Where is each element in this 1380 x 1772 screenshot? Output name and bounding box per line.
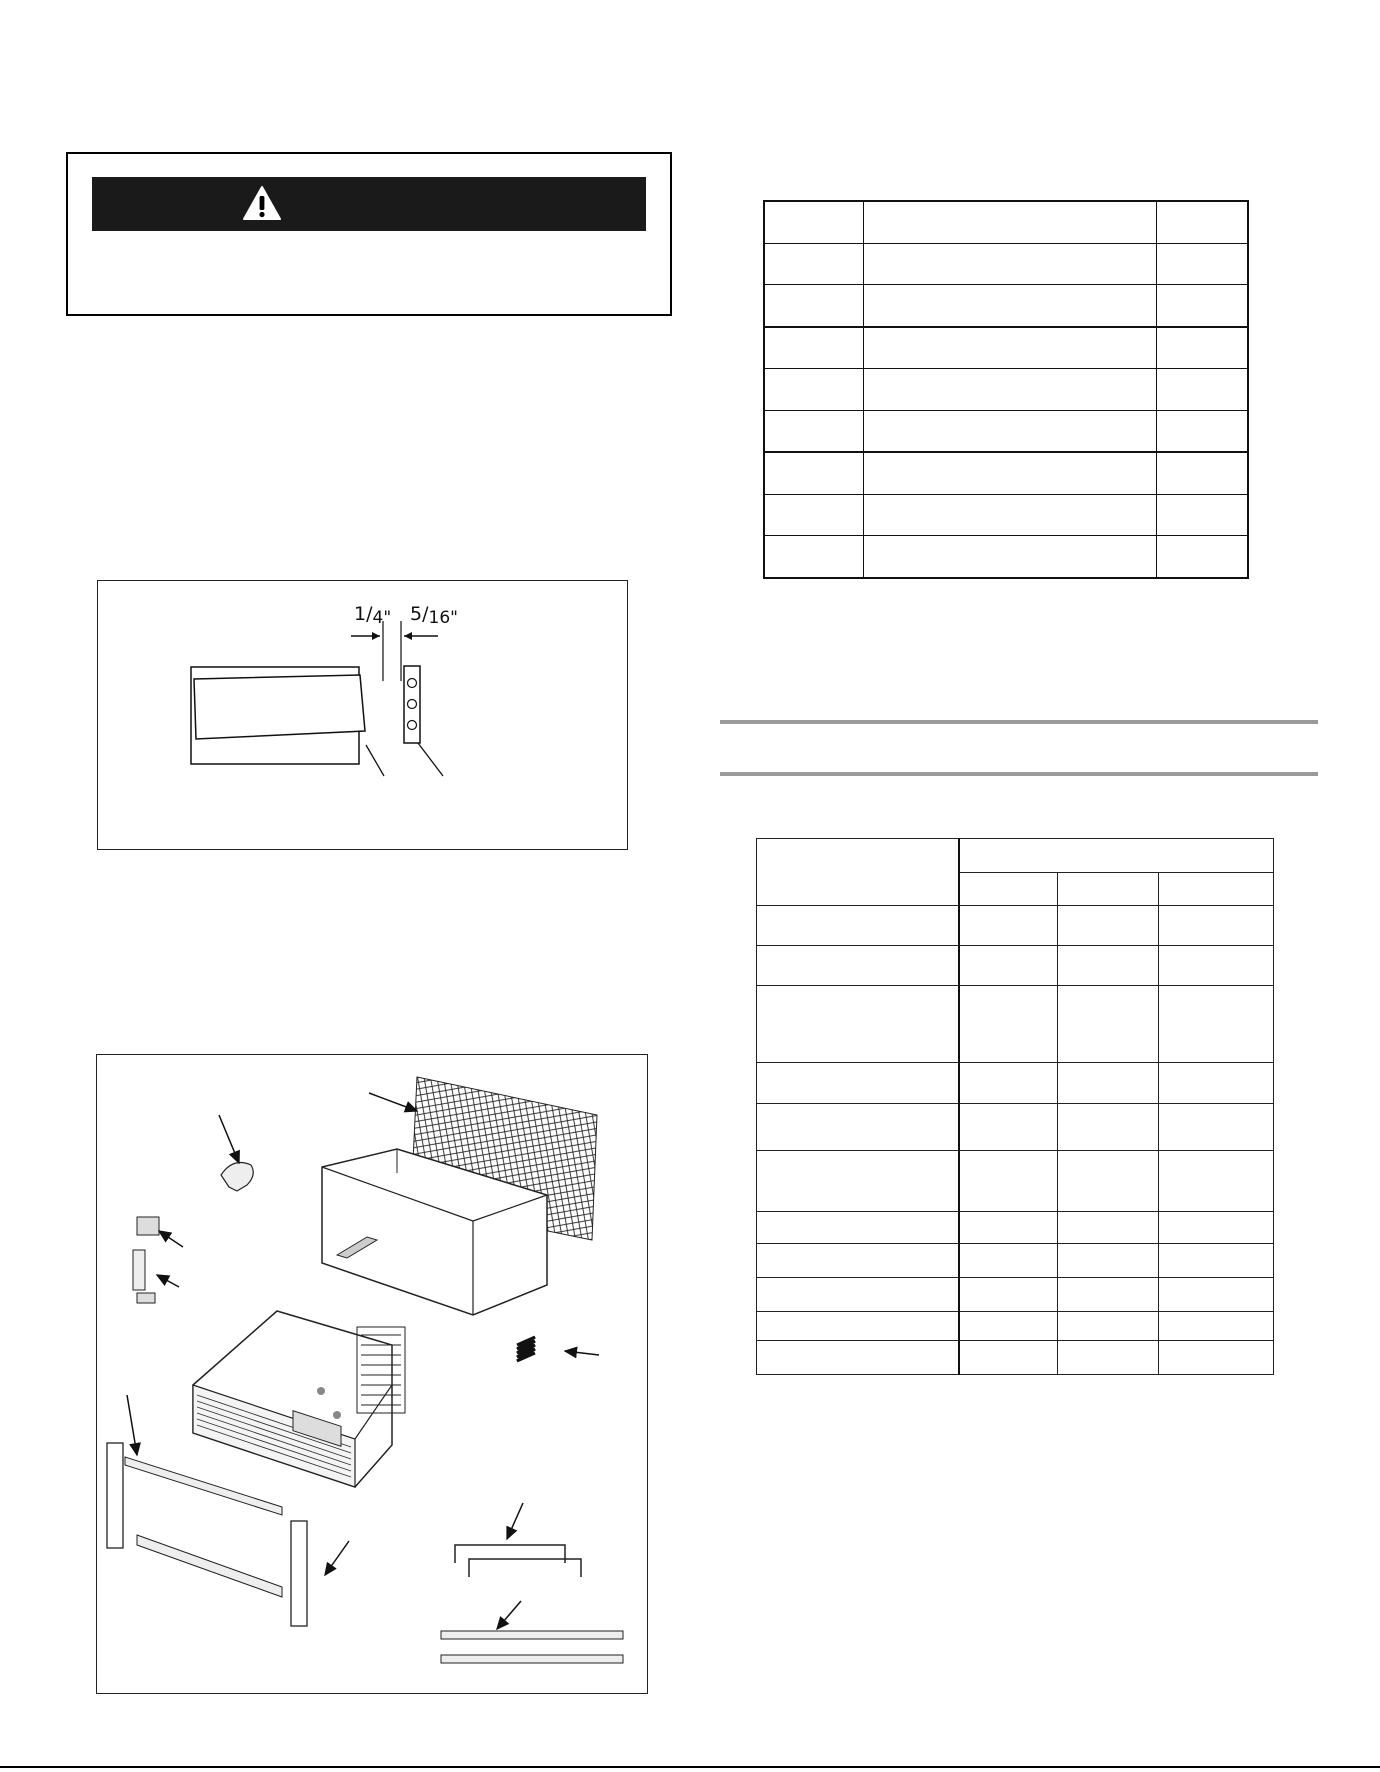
figure-exploded-parts-diagram [96,1054,648,1694]
table-header-row [757,839,1274,873]
table-row [757,1278,1274,1312]
dimension-drawing [98,581,626,848]
table-row [757,1244,1274,1278]
parts-table [756,838,1274,1375]
table-row [764,536,1248,578]
table-row [757,906,1274,946]
table-row [757,946,1274,986]
table-row [757,1341,1274,1375]
warning-triangle-icon [242,185,282,221]
table-row [757,1212,1274,1244]
table-row [764,369,1248,411]
table-row [757,1151,1274,1212]
figure-dimension-diagram [97,580,628,850]
section-divider-top [720,720,1318,724]
table-row [764,243,1248,285]
dimension-label-quarter-inch: $1/_{4"}$ [354,603,392,628]
warning-box [66,152,672,316]
dimension-label-five-sixteenths: $5/_{16"}$ [410,603,458,628]
table-row [764,452,1248,494]
section-divider-bottom [720,772,1318,776]
warning-header-bar [92,177,646,231]
table-row [764,494,1248,536]
table-row [757,1063,1274,1104]
table-row [764,327,1248,369]
table-row [764,201,1248,243]
exploded-parts-drawing [97,1055,646,1692]
table-row [757,1104,1274,1151]
table-row [757,1312,1274,1341]
table-row [764,410,1248,452]
table-row [764,285,1248,327]
footer-rule [0,1766,1380,1768]
specification-table [763,200,1249,579]
table-row [757,986,1274,1063]
